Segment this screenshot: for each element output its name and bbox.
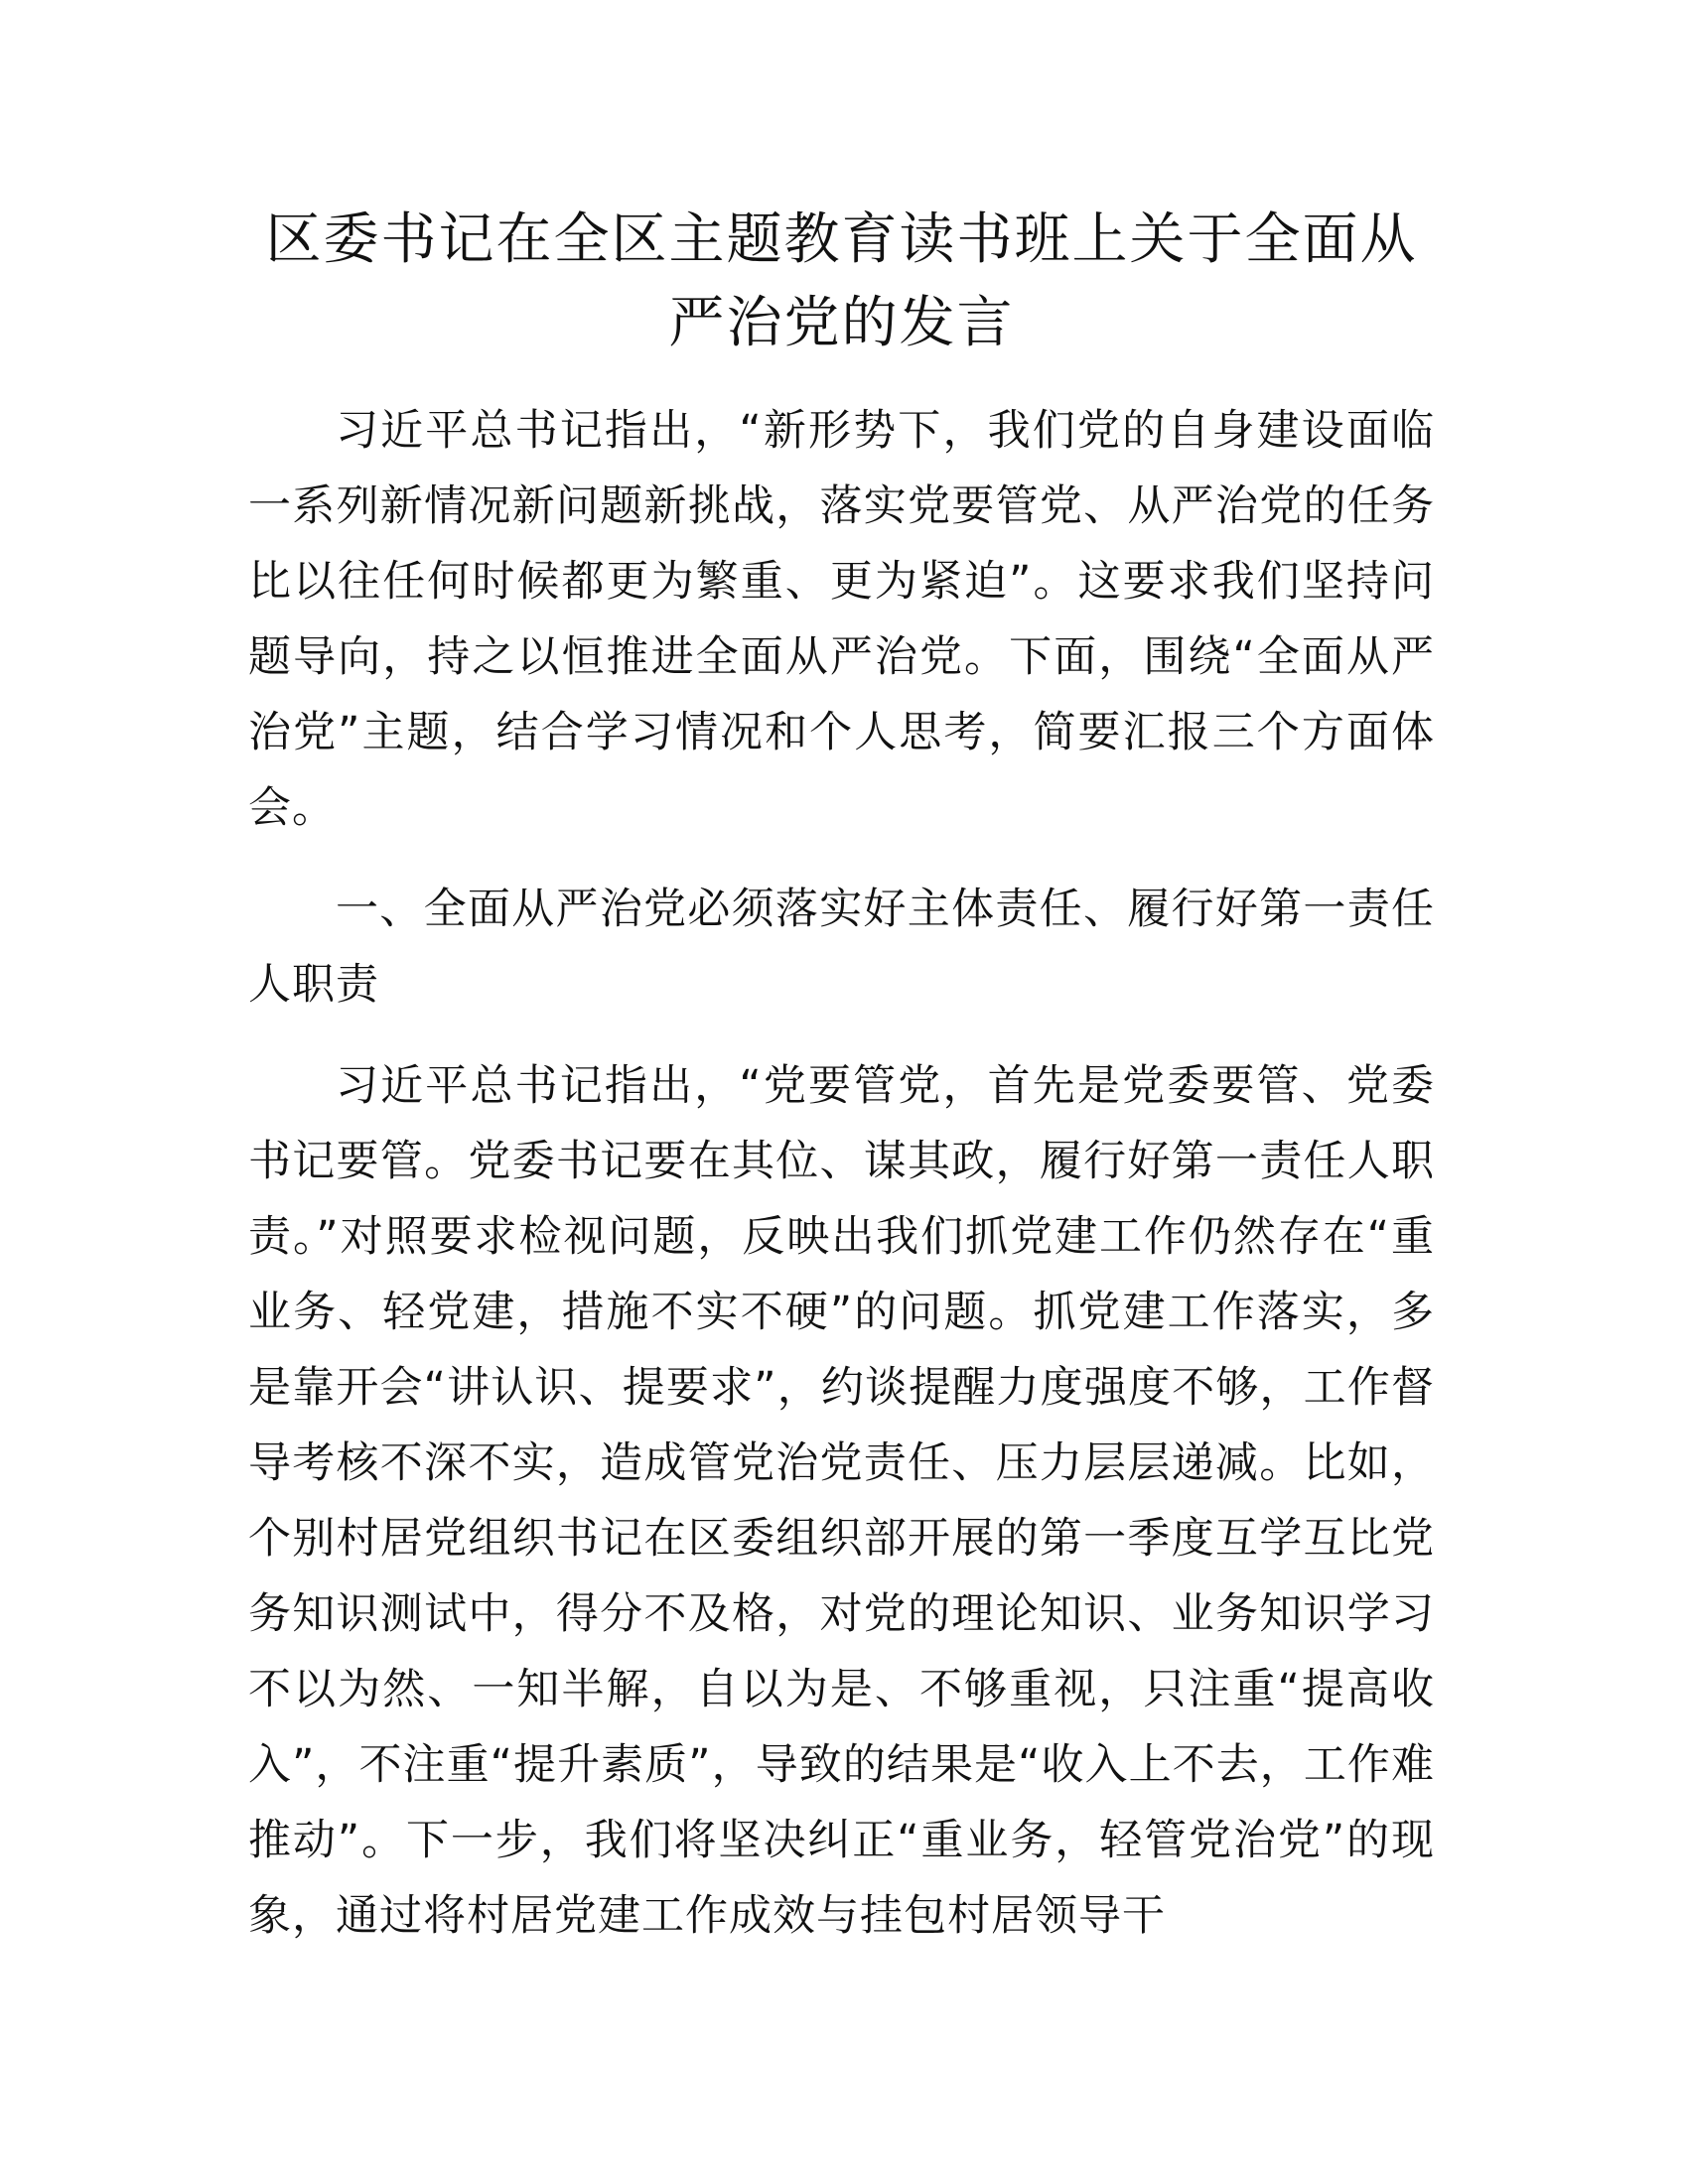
section-heading-1: 一、全面从严治党必须落实好主体责任、履行好第一责任人职责 xyxy=(248,885,1435,1010)
document-body xyxy=(248,199,1435,1979)
paragraph-section-1: 习近平总书记指出，“党要管党，首先是党委要管、党委书记要管。党委书记要在其位、谋其政，履行好第一责任人职责。”对照要求检视问题，反映出我们抓党建工作仍然存在“重业务、轻党建，措施不实不硬”的问题。抓党建工作落实，多是靠开会“讲认识、提要求”，约谈提醒力度强度不够，工作督导考核不深不实，造成管党治党责任、压力层层递减。比如，个别村居党组织书记在区委组织部开展的第一季度互学互比党务知识测试中，得分不及格，对党的理论知识、业务知识学习不以为然、一知半解，自以为是、不够重视，只注重“提高收入”，不注重“提升素质”，导致的结果是“收入上不去，工作难推动”。下一步，我们将坚决纠正“重业务，轻管党治党”的现象，通过将村居党建工作成效与挂包村居领导干 xyxy=(248,1061,1435,1941)
paragraph-intro: 习近平总书记指出，“新形势下，我们党的自身建设面临一系列新情况新问题新挑战，落实党要管党、从严治党的任务比以往任何时候都更为繁重、更为紧迫”。这要求我们坚持问题导向，持之以恒推进全面从严治党。下面，围绕“全面从严治党”主题，结合学习情况和个人思考，简要汇报三个方面体会。 xyxy=(248,406,1435,833)
document-title: 区委书记在全区主题教育读书班上关于全面从严治党的发言 xyxy=(265,207,1418,355)
